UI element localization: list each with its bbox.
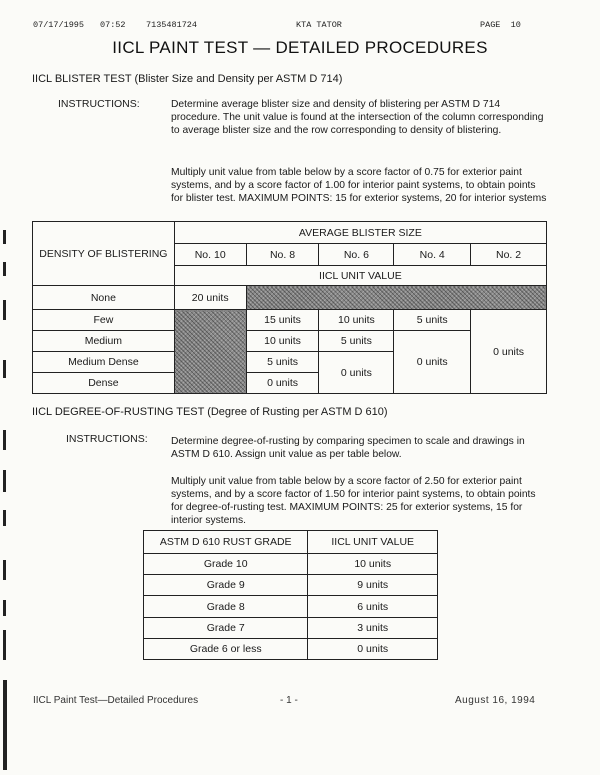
scan-mark <box>3 262 6 276</box>
cell-dense-no8: 0 units <box>246 373 319 394</box>
density-few: Few <box>33 310 175 331</box>
rust-table <box>143 530 438 660</box>
rusting-paragraph-2: Multiply unit value from table below by a score factor of 2.50 for exterior paint systems, and by a score factor of 1.50 for interior paint systems, to obtain points for degree-of-rusting test. MAXIMUM POINTS: 25 for exterior systems, 15 for interior systems. <box>171 476 536 526</box>
footer-date: August 16, 1994 <box>455 695 536 706</box>
rust-value: 0 units <box>308 638 438 659</box>
scan-mark <box>3 430 6 450</box>
rust-grade: Grade 7 <box>144 617 308 638</box>
footer-left: IICL Paint Test—Detailed Procedures <box>33 695 199 706</box>
blister-paragraph-1: Determine average blister size and density of blistering per ASTM D 714 procedure. The unit value is found at the intersection of the column corresponding to average blister size and the row corresponding to density of blistering. <box>171 99 544 136</box>
scan-mark <box>3 230 6 244</box>
size-no4: No. 4 <box>394 244 471 266</box>
cell-few-no8: 15 units <box>246 310 319 331</box>
rust-grade: Grade 6 or less <box>144 638 308 659</box>
scan-mark <box>3 600 6 616</box>
density-header: DENSITY OF BLISTERING <box>33 222 175 286</box>
rust-value: 10 units <box>308 554 438 575</box>
scan-mark <box>3 510 6 526</box>
rusting-paragraph-1: Determine degree-of-rusting by comparing specimen to scale and drawings in ASTM D 610. Assign unit value as per table below. <box>171 436 525 460</box>
density-dense: Dense <box>33 373 175 394</box>
rusting-instructions-label: INSTRUCTIONS: <box>66 433 148 445</box>
cell-medium-no8: 10 units <box>246 331 319 352</box>
cell-no2-all: 0 units <box>471 310 547 394</box>
cell-medium-no6: 5 units <box>319 331 394 352</box>
shaded-cell <box>174 310 246 394</box>
rust-grade: Grade 10 <box>144 554 308 575</box>
footer-page-number: - 1 - <box>280 695 298 706</box>
rust-value: 9 units <box>308 575 438 596</box>
scan-mark <box>3 360 6 378</box>
blister-heading: IICL BLISTER TEST (Blister Size and Density per ASTM D 714) <box>32 73 343 85</box>
fax-time: 07:52 <box>100 20 126 30</box>
blister-size-header: AVERAGE BLISTER SIZE <box>174 222 546 244</box>
fax-sender: KTA TATOR <box>296 20 342 30</box>
page-title: IICL PAINT TEST — DETAILED PROCEDURES <box>112 38 488 57</box>
scan-mark <box>3 680 7 770</box>
rust-value: 3 units <box>308 617 438 638</box>
cell-none-no10: 20 units <box>174 286 246 310</box>
density-medium: Medium <box>33 331 175 352</box>
blister-table <box>32 221 547 394</box>
rust-unit-header: IICL UNIT VALUE <box>308 531 438 554</box>
unit-value-header: IICL UNIT VALUE <box>174 266 546 286</box>
cell-dense-no6: 0 units <box>319 352 394 394</box>
rust-grade: Grade 8 <box>144 596 308 617</box>
size-no10: No. 10 <box>174 244 246 266</box>
rust-grade-header: ASTM D 610 RUST GRADE <box>144 531 308 554</box>
density-medium-dense: Medium Dense <box>33 352 175 373</box>
scan-mark <box>3 560 6 580</box>
scan-mark <box>3 470 6 492</box>
scan-mark <box>3 300 6 320</box>
rust-value: 6 units <box>308 596 438 617</box>
fax-date: 07/17/1995 <box>33 20 85 30</box>
cell-few-no6: 10 units <box>319 310 394 331</box>
size-no2: No. 2 <box>471 244 547 266</box>
size-no8: No. 8 <box>246 244 319 266</box>
rust-grade: Grade 9 <box>144 575 308 596</box>
density-none: None <box>33 286 175 310</box>
size-no6: No. 6 <box>319 244 394 266</box>
shaded-cell <box>246 286 546 310</box>
blister-instructions-label: INSTRUCTIONS: <box>58 98 140 110</box>
scan-mark <box>3 630 6 660</box>
blister-paragraph-2: Multiply unit value from table below by a score factor of 0.75 for exterior paint systems, and by a score factor of 1.00 for interior paint systems, to obtain points for blister test. MAXIMUM POINTS: 15 for exterior systems, 20 for interior systems <box>171 167 547 204</box>
cell-mediumdense-no8: 5 units <box>246 352 319 373</box>
fax-page: PAGE 10 <box>480 20 521 30</box>
fax-phone: 7135481724 <box>146 20 198 30</box>
rusting-heading: IICL DEGREE-OF-RUSTING TEST (Degree of Rusting per ASTM D 610) <box>32 406 388 418</box>
cell-few-no4: 5 units <box>394 310 471 331</box>
cell-dense-no4: 0 units <box>394 331 471 394</box>
